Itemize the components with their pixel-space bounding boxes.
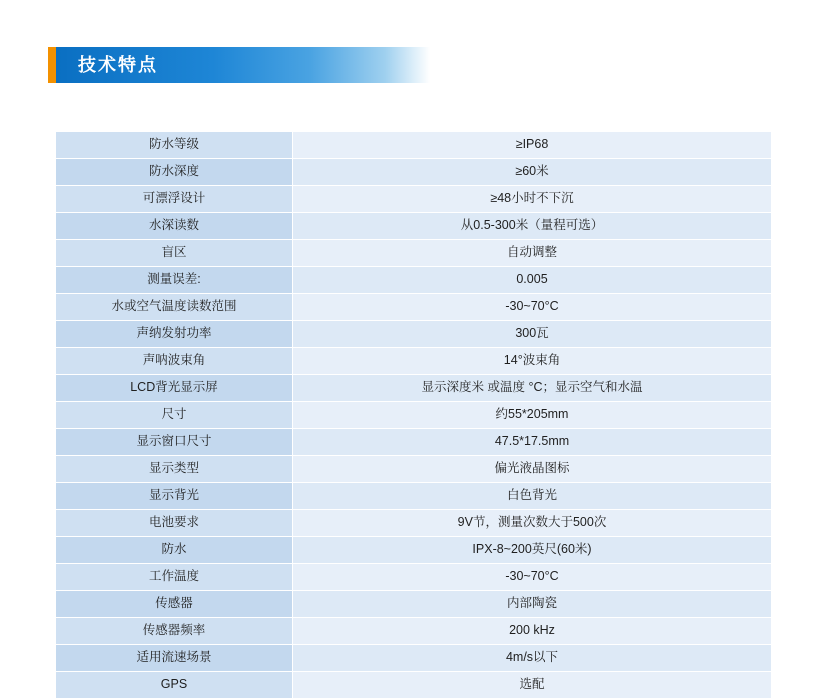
header-gradient-bar	[56, 47, 430, 83]
table-row	[56, 240, 772, 267]
spec-value-cell: ≥IP68	[293, 132, 772, 159]
table-row	[56, 645, 772, 672]
table-row	[56, 537, 772, 564]
specifications-table-body	[56, 132, 772, 699]
spec-value-cell: ≥60米	[293, 159, 772, 186]
spec-value-cell: 偏光液晶图标	[293, 456, 772, 483]
spec-label-cell: LCD背光显示屏	[56, 375, 293, 402]
spec-label-cell: 尺寸	[56, 402, 293, 429]
spec-label-cell: 可漂浮设计	[56, 186, 293, 213]
header-accent-bar	[48, 47, 56, 83]
spec-value-cell: -30~70°C	[293, 294, 772, 321]
section-header-banner	[48, 47, 430, 83]
spec-value-cell: 4m/s以下	[293, 645, 772, 672]
spec-value-cell: 从0.5-300米（量程可选）	[293, 213, 772, 240]
spec-value-cell: 自动调整	[293, 240, 772, 267]
specifications-table	[55, 131, 772, 699]
spec-label-cell: 显示窗口尺寸	[56, 429, 293, 456]
spec-label-cell: 电池要求	[56, 510, 293, 537]
spec-value-cell: ≥48小时不下沉	[293, 186, 772, 213]
spec-label-cell: 显示背光	[56, 483, 293, 510]
spec-value-cell: IPX-8~200英尺(60米)	[293, 537, 772, 564]
spec-label-cell: GPS	[56, 672, 293, 699]
spec-label-cell: 工作温度	[56, 564, 293, 591]
spec-value-cell: 47.5*17.5mm	[293, 429, 772, 456]
spec-label-cell: 防水等级	[56, 132, 293, 159]
spec-label-cell: 传感器	[56, 591, 293, 618]
spec-value-cell: 300瓦	[293, 321, 772, 348]
spec-value-cell: 白色背光	[293, 483, 772, 510]
spec-value-cell: 内部陶瓷	[293, 591, 772, 618]
table-row	[56, 591, 772, 618]
spec-value-cell: 200 kHz	[293, 618, 772, 645]
spec-value-cell: 0.005	[293, 267, 772, 294]
table-row	[56, 267, 772, 294]
table-row	[56, 159, 772, 186]
spec-label-cell: 防水	[56, 537, 293, 564]
spec-value-cell: 显示深度米 或温度 °C；显示空气和水温	[293, 375, 772, 402]
table-row	[56, 510, 772, 537]
table-row	[56, 483, 772, 510]
table-row	[56, 456, 772, 483]
spec-label-cell: 防水深度	[56, 159, 293, 186]
table-row	[56, 321, 772, 348]
table-row	[56, 186, 772, 213]
spec-value-cell: 9V节，测量次数大于500次	[293, 510, 772, 537]
table-row	[56, 375, 772, 402]
spec-label-cell: 水深读数	[56, 213, 293, 240]
table-row	[56, 348, 772, 375]
spec-value-cell: -30~70°C	[293, 564, 772, 591]
table-row	[56, 213, 772, 240]
table-row	[56, 132, 772, 159]
spec-label-cell: 显示类型	[56, 456, 293, 483]
spec-value-cell: 选配	[293, 672, 772, 699]
spec-label-cell: 水或空气温度读数范围	[56, 294, 293, 321]
page-title: 技术特点	[78, 55, 158, 75]
table-row	[56, 294, 772, 321]
spec-label-cell: 声纳发射功率	[56, 321, 293, 348]
table-row	[56, 618, 772, 645]
table-row	[56, 564, 772, 591]
table-row	[56, 429, 772, 456]
spec-label-cell: 盲区	[56, 240, 293, 267]
spec-value-cell: 14°波束角	[293, 348, 772, 375]
spec-label-cell: 适用流速场景	[56, 645, 293, 672]
spec-label-cell: 传感器频率	[56, 618, 293, 645]
table-row	[56, 402, 772, 429]
table-row	[56, 672, 772, 699]
spec-label-cell: 测量误差:	[56, 267, 293, 294]
spec-value-cell: 约55*205mm	[293, 402, 772, 429]
specifications-table-container	[55, 131, 772, 699]
spec-label-cell: 声呐波束角	[56, 348, 293, 375]
